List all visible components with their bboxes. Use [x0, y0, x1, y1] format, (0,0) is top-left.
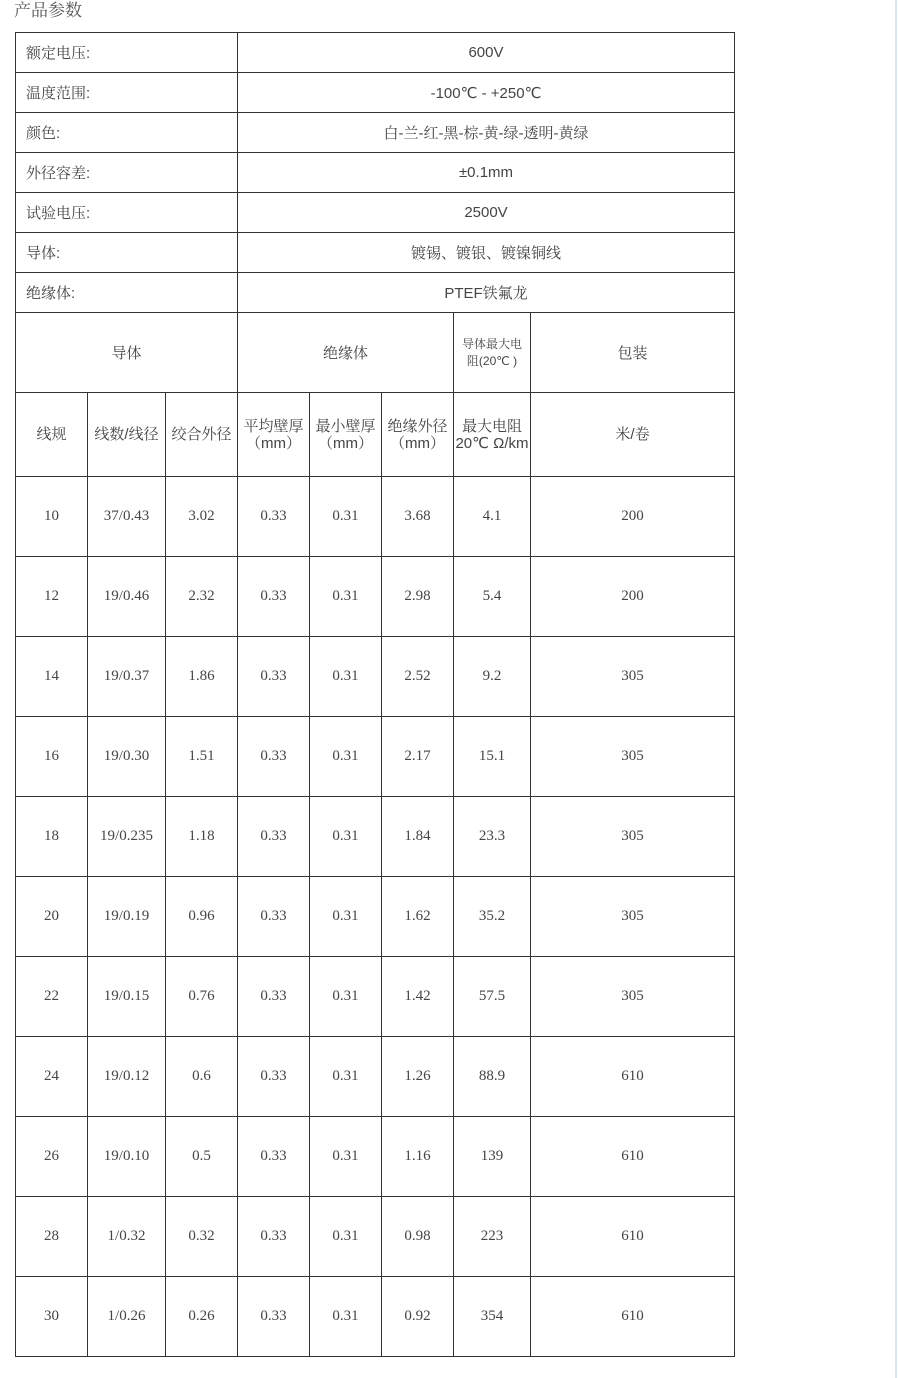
min-wall-cell: 0.31 — [310, 477, 382, 557]
strands-cell: 19/0.235 — [88, 797, 166, 877]
stranded-od-cell: 3.02 — [166, 477, 238, 557]
strands-cell: 19/0.12 — [88, 1037, 166, 1117]
gauge-cell: 22 — [16, 957, 88, 1037]
gauge-cell: 26 — [16, 1117, 88, 1197]
min-wall-cell: 0.31 — [310, 637, 382, 717]
min-wall-header-line2: （mm） — [318, 434, 373, 452]
table-row — [16, 957, 735, 1037]
table-row — [16, 877, 735, 957]
insulation-od-cell: 0.98 — [382, 1197, 454, 1277]
insulation-od-cell: 2.98 — [382, 557, 454, 637]
spec-row — [16, 33, 735, 73]
gauge-cell: 20 — [16, 877, 88, 957]
spec-label: 颜色: — [16, 113, 238, 153]
min-wall-cell: 0.31 — [310, 877, 382, 957]
gauge-cell: 18 — [16, 797, 88, 877]
avg-wall-cell: 0.33 — [238, 717, 310, 797]
package-cell: 610 — [531, 1037, 735, 1117]
stranded-od-cell: 0.6 — [166, 1037, 238, 1117]
resistance-header-line1: 导体最大电 — [461, 336, 522, 351]
insulation-od-cell: 1.26 — [382, 1037, 454, 1117]
min-wall-header — [310, 393, 382, 477]
strands-cell: 37/0.43 — [88, 477, 166, 557]
spec-value: 2500V — [238, 193, 735, 233]
resistance-cell: 23.3 — [454, 797, 531, 877]
table-row — [16, 1037, 735, 1117]
package-cell: 305 — [531, 877, 735, 957]
package-cell: 200 — [531, 557, 735, 637]
gauge-cell: 10 — [16, 477, 88, 557]
insulation-group-header: 绝缘体 — [238, 313, 454, 393]
strands-cell: 19/0.37 — [88, 637, 166, 717]
conductor-group-header: 导体 — [16, 313, 238, 393]
min-wall-cell: 0.31 — [310, 1197, 382, 1277]
strands-cell: 19/0.30 — [88, 717, 166, 797]
avg-wall-cell: 0.33 — [238, 797, 310, 877]
strands-cell: 1/0.26 — [88, 1277, 166, 1357]
stranded-od-cell: 0.32 — [166, 1197, 238, 1277]
avg-wall-cell: 0.33 — [238, 557, 310, 637]
table-row — [16, 1277, 735, 1357]
stranded-od-cell: 1.51 — [166, 717, 238, 797]
spec-value: 白-兰-红-黑-棕-黄-绿-透明-黄绿 — [238, 113, 735, 153]
packaging-unit-header: 米/卷 — [531, 393, 735, 477]
min-wall-cell: 0.31 — [310, 1037, 382, 1117]
resistance-cell: 35.2 — [454, 877, 531, 957]
spec-label: 温度范围: — [16, 73, 238, 113]
spec-value: PTEF铁氟龙 — [238, 273, 735, 313]
gauge-cell: 14 — [16, 637, 88, 717]
spec-row — [16, 113, 735, 153]
min-wall-cell: 0.31 — [310, 1117, 382, 1197]
table-row — [16, 637, 735, 717]
strands-cell: 19/0.19 — [88, 877, 166, 957]
spec-value: 600V — [238, 33, 735, 73]
spec-table — [15, 32, 735, 1357]
avg-wall-cell: 0.33 — [238, 1037, 310, 1117]
package-cell: 305 — [531, 637, 735, 717]
stranded-od-cell: 0.76 — [166, 957, 238, 1037]
resistance-cell: 5.4 — [454, 557, 531, 637]
right-edge-line — [895, 0, 897, 1378]
insulation-od-header-line1: 绝缘外径 — [387, 417, 448, 435]
resistance-cell: 57.5 — [454, 957, 531, 1037]
packaging-group-header: 包装 — [531, 313, 735, 393]
gauge-cell: 28 — [16, 1197, 88, 1277]
page-title: 产品参数 — [14, 1, 82, 20]
insulation-od-header — [382, 393, 454, 477]
insulation-od-header-line2: （mm） — [390, 434, 445, 452]
spec-label: 导体: — [16, 233, 238, 273]
table-row — [16, 717, 735, 797]
gauge-cell: 24 — [16, 1037, 88, 1117]
insulation-od-cell: 1.42 — [382, 957, 454, 1037]
package-cell: 305 — [531, 957, 735, 1037]
avg-wall-header-line2: （mm） — [246, 434, 301, 452]
stranded-od-cell: 1.18 — [166, 797, 238, 877]
spec-value: 镀锡、镀银、镀镍铜线 — [238, 233, 735, 273]
resistance-cell: 4.1 — [454, 477, 531, 557]
stranded-od-cell: 1.86 — [166, 637, 238, 717]
package-cell: 610 — [531, 1197, 735, 1277]
spec-value: ±0.1mm — [238, 153, 735, 193]
avg-wall-cell: 0.33 — [238, 1197, 310, 1277]
spec-label: 绝缘体: — [16, 273, 238, 313]
insulation-od-cell: 2.17 — [382, 717, 454, 797]
table-row — [16, 1117, 735, 1197]
gauge-cell: 30 — [16, 1277, 88, 1357]
spec-row — [16, 193, 735, 233]
spec-row — [16, 233, 735, 273]
stranded-od-cell: 2.32 — [166, 557, 238, 637]
gauge-cell: 12 — [16, 557, 88, 637]
package-cell: 610 — [531, 1277, 735, 1357]
strands-header: 线数/线径 — [88, 393, 166, 477]
avg-wall-cell: 0.33 — [238, 477, 310, 557]
table-row — [16, 477, 735, 557]
resistance-cell: 139 — [454, 1117, 531, 1197]
insulation-od-cell: 2.52 — [382, 637, 454, 717]
stranded-od-header: 绞合外径 — [166, 393, 238, 477]
max-resistance-header-line2: 20℃ Ω/km — [455, 434, 529, 452]
avg-wall-cell: 0.33 — [238, 637, 310, 717]
resistance-cell: 88.9 — [454, 1037, 531, 1117]
min-wall-cell: 0.31 — [310, 717, 382, 797]
strands-cell: 19/0.15 — [88, 957, 166, 1037]
insulation-od-cell: 1.16 — [382, 1117, 454, 1197]
avg-wall-cell: 0.33 — [238, 957, 310, 1037]
min-wall-cell: 0.31 — [310, 957, 382, 1037]
insulation-od-cell: 1.84 — [382, 797, 454, 877]
avg-wall-cell: 0.33 — [238, 877, 310, 957]
insulation-od-cell: 1.62 — [382, 877, 454, 957]
spec-label: 试验电压: — [16, 193, 238, 233]
sub-header-row — [16, 393, 735, 477]
group-header-row — [16, 313, 735, 393]
strands-cell: 19/0.46 — [88, 557, 166, 637]
avg-wall-cell: 0.33 — [238, 1277, 310, 1357]
table-row — [16, 797, 735, 877]
resistance-group-header — [454, 313, 531, 393]
strands-cell: 1/0.32 — [88, 1197, 166, 1277]
insulation-od-cell: 3.68 — [382, 477, 454, 557]
resistance-cell: 15.1 — [454, 717, 531, 797]
resistance-header-line2: 阻(20℃ ) — [466, 353, 518, 368]
spec-row — [16, 153, 735, 193]
stranded-od-cell: 0.96 — [166, 877, 238, 957]
stranded-od-cell: 0.26 — [166, 1277, 238, 1357]
max-resistance-header — [454, 393, 531, 477]
resistance-cell: 223 — [454, 1197, 531, 1277]
package-cell: 200 — [531, 477, 735, 557]
spec-label: 外径容差: — [16, 153, 238, 193]
resistance-cell: 9.2 — [454, 637, 531, 717]
gauge-cell: 16 — [16, 717, 88, 797]
resistance-cell: 354 — [454, 1277, 531, 1357]
table-row — [16, 1197, 735, 1277]
max-resistance-header-line1: 最大电阻 — [461, 417, 522, 435]
table-row — [16, 557, 735, 637]
insulation-od-cell: 0.92 — [382, 1277, 454, 1357]
spec-row — [16, 273, 735, 313]
min-wall-cell: 0.31 — [310, 797, 382, 877]
package-cell: 610 — [531, 1117, 735, 1197]
min-wall-cell: 0.31 — [310, 1277, 382, 1357]
avg-wall-cell: 0.33 — [238, 1117, 310, 1197]
spec-label: 额定电压: — [16, 33, 238, 73]
min-wall-cell: 0.31 — [310, 557, 382, 637]
package-cell: 305 — [531, 717, 735, 797]
min-wall-header-line1: 最小壁厚 — [315, 417, 376, 435]
strands-cell: 19/0.10 — [88, 1117, 166, 1197]
stranded-od-cell: 0.5 — [166, 1117, 238, 1197]
spec-row — [16, 73, 735, 113]
avg-wall-header-line1: 平均壁厚 — [243, 417, 304, 435]
gauge-header: 线规 — [16, 393, 88, 477]
spec-value: -100℃ - +250℃ — [238, 73, 735, 113]
package-cell: 305 — [531, 797, 735, 877]
avg-wall-header — [238, 393, 310, 477]
